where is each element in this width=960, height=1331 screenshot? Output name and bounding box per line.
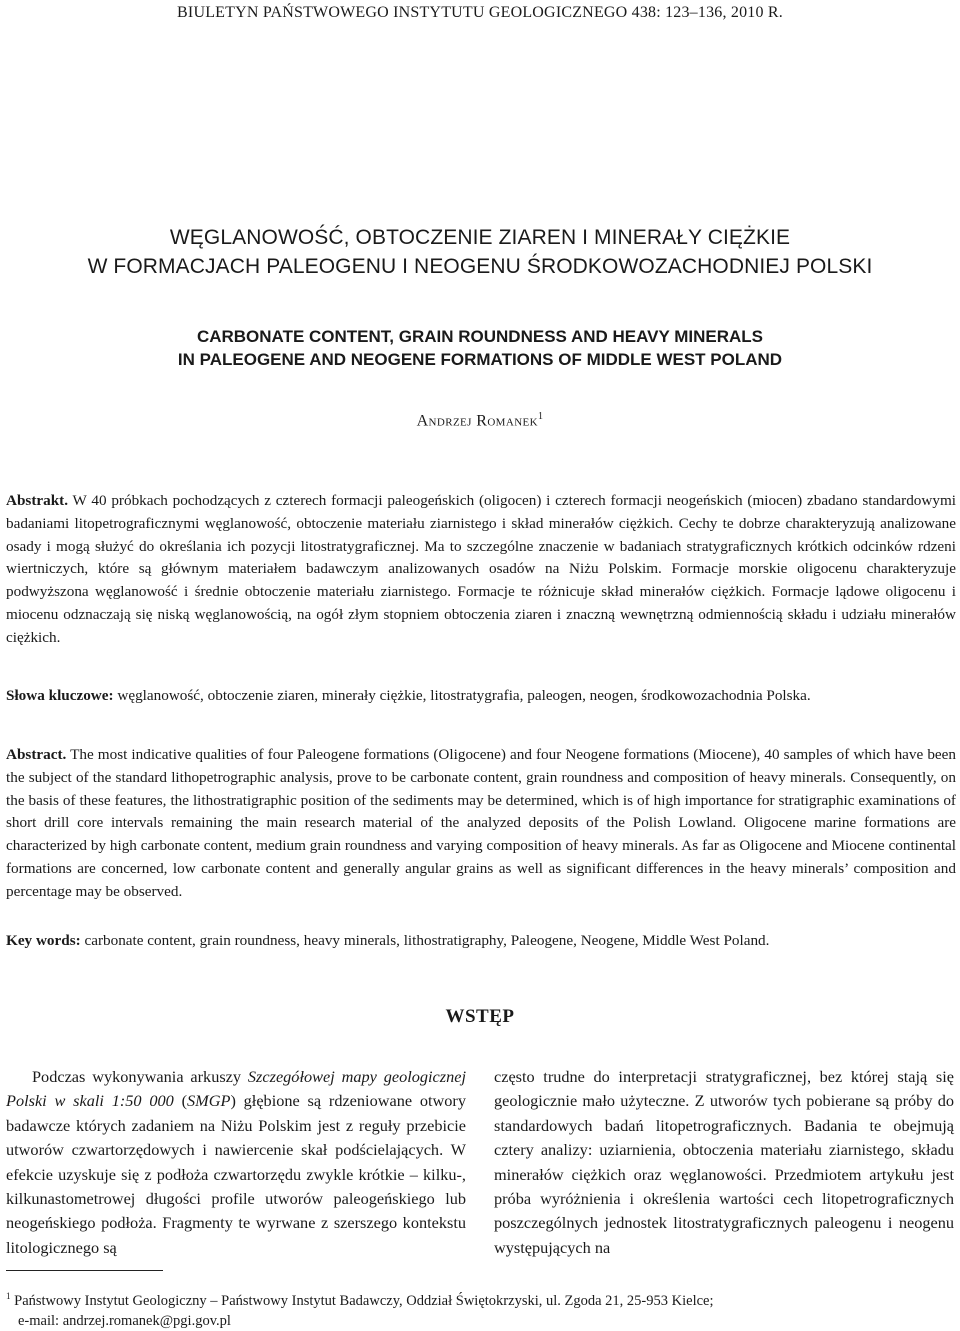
keywords-english: [6, 930, 956, 953]
abstract-english: [6, 744, 956, 904]
section-title: WSTĘP: [445, 1006, 515, 1027]
abstract-english-text: The most indicative qualities of four Paleogene formations (Oligocene) and four Neogene formations (Miocene), 40 samples of which have been the subject of the standard lithopetrographic analysis, prove to be carbonate content, grain roundness and composition of heavy minerals. Consequently, on the basis of these features, the lithostratigraphic position of the sediments may be determined, which is of high importance for stratigraphic examinations of short drill core intervals remaining the main research material of the analyzed deposits of the Polish Lowland. Oligocene marine formations are characterized by high carbonate content, medium grain roundness and varying composition of heavy minerals. As far as Oligocene and Miocene continental formations are concerned, low carbonate content and generally angular grains as well as significant differences in the heavy minerals’ composition and percentage may be observed.: [6, 746, 957, 900]
footnote-line-1: [6, 1286, 956, 1311]
intro-left-text-3: ) głębione są rdzeniowane otwory badawcze których zadaniem na Niżu Polskim jest z reguły przebicie utworów czwartorzędowych i nawiercenie skał podścielających. W efekcie uzyskuje się z podłoża czwartorzędu zwykle krótkie – kilku-, kilkunastometrowej długości profile utworów paleogeńskiego lub neogeńskiego podłoża. Fragmenty te wyrwane z szerszego kontekstu litologicznego są: [6, 1091, 466, 1257]
footnote: [6, 1286, 956, 1331]
intro-left-text-1: Podczas wykonywania arkuszy: [32, 1067, 248, 1086]
footnote-email: e-mail: andrzej.romanek@pgi.gov.pl: [18, 1312, 231, 1329]
title-english: [0, 325, 960, 371]
author-footnote-mark: 1: [538, 411, 544, 422]
abstract-english-label: Abstract.: [6, 746, 67, 763]
footnote-affiliation: Państwowy Instytut Geologiczny – Państwowy Instytut Badawczy, Oddział Świętokrzyski, ul. Zgoda 21, 25-953 Kielce;: [14, 1292, 714, 1309]
intro-left-abbreviation: SMGP: [187, 1091, 231, 1111]
author-name: Andrzej Romanek: [416, 412, 539, 430]
title-english-line-1: CARBONATE CONTENT, GRAIN ROUNDNESS AND HEAVY MINERALS: [196, 327, 764, 346]
title-polish: [0, 223, 960, 281]
keywords-polish-label: Słowa kluczowe:: [6, 687, 114, 704]
abstract-polish-text: W 40 próbkach pochodzących z czterech formacji paleogeńskich (oligocen) i czterech formacji neogeńskich (miocen) zbadano standardowymi badaniami litopetrograficznymi węglanowość, obtoczenie materiału ziarnistego i skład minerałów ciężkich. Cechy te dobrze charakteryzują analizowane osady i mogą służyć do określania ich pozycji litostratygraficznej. Ma to szczególne znaczenie w badaniach stratygraficznych krótkich odcinków rdzeni wiertniczych, które są głównym materiałem badawczym analizowanych osadów na Niżu Polskim. Formacje morskie oligocenu charakteryzuje podwyższona węglanowość i średnie obtoczenie materiału ziarnistego. Formacje te różnicuje skład minerałów ciężkich. Formacje lądowe oligocenu i miocenu odznaczają się niską węglanowością, na ogół złym stopniem obtoczenia ziaren i znaczną wewnętrzną odmiennością składu i udziału minerałów ciężkich.: [6, 492, 956, 646]
footnote-mark: 1: [6, 1291, 11, 1301]
abstract-polish: [6, 490, 956, 650]
running-head: BIULETYN PAŃSTWOWEGO INSTYTUTU GEOLOGICZNEGO 438: 123–136, 2010 R.: [177, 4, 783, 21]
abstract-polish-label: Abstrakt.: [6, 492, 69, 509]
title-polish-line-2: W FORMACJACH PALEOGENU I NEOGENU ŚRODKOWOZACHODNIEJ POLSKI: [87, 255, 873, 278]
intro-left-map-title: Szczegółowej mapy geologicznej Polski w skali 1:50 000: [6, 1067, 467, 1111]
footnote-rule: [6, 1270, 163, 1271]
author: [0, 411, 960, 430]
title-polish-line-1: WĘGLANOWOŚĆ, OBTOCZENIE ZIAREN I MINERAŁY CIĘŻKIE: [169, 226, 791, 249]
title-english-line-2: IN PALEOGENE AND NEOGENE FORMATIONS OF MIDDLE WEST POLAND: [177, 350, 783, 369]
keywords-polish-text: węglanowość, obtoczenie ziaren, minerały ciężkie, litostratygrafia, paleogen, neogen, środkowozachodnia Polska.: [117, 687, 811, 704]
intro-column-right: często trudne do interpretacji stratygraficznej, bez której stają się geologicznie mało użyteczne. Z utworów tych pobierane są próby do standardowych badań litopetrograficznych. Badania te obejmują cztery analizy: uziarnienia, obtoczenia materiału ziarnistego, składu minerałów ciężkich oraz węglanowości. Przedmiotem artykułu jest próba wyróżnienia i określenia wartości cech litopetrograficznych poszczególnych jednostek litostratygraficznych paleogenu i neogenu występujących na: [494, 1067, 954, 1257]
keywords-english-text: carbonate content, grain roundness, heavy minerals, lithostratigraphy, Paleogene, Neogene, Middle West Poland.: [84, 932, 770, 949]
keywords-polish: [6, 685, 956, 708]
intro-column-left: [6, 1065, 466, 1260]
keywords-english-label: Key words:: [6, 932, 81, 949]
intro-left-text-2: (: [173, 1091, 188, 1111]
